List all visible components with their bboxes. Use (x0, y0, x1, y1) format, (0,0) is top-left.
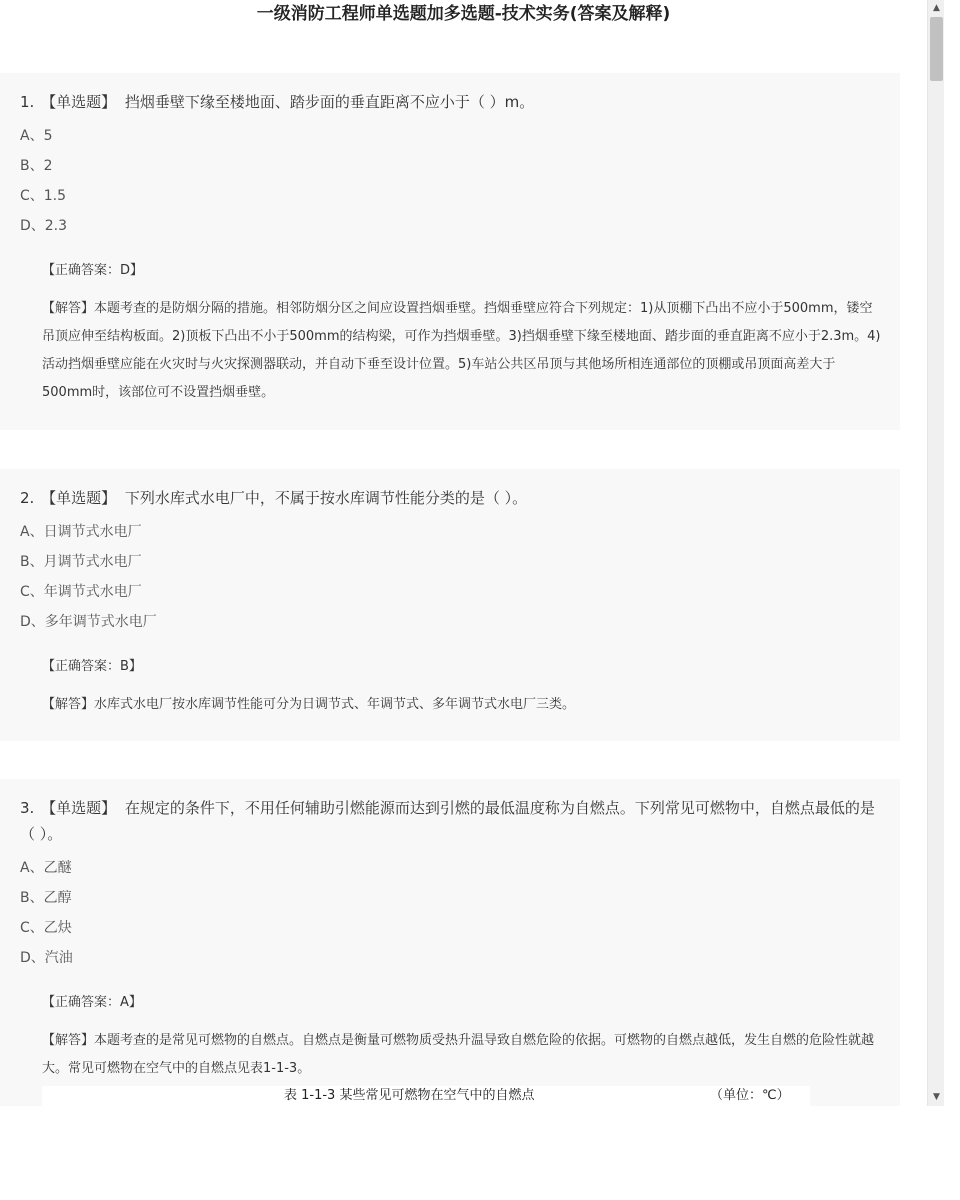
correct-answer: 【正确答案：D】 (42, 263, 144, 278)
option-c[interactable]: C、年调节式水电厂 (20, 584, 142, 600)
analysis-text: 本题考查的是防烟分隔的措施。相邻防烟分区之间应设置挡烟垂壁。挡烟垂壁应符合下列规定：1)从顶棚下凸出不应小于500mm，镂空吊顶应伸至结构板面。2)顶板下凸出不小于500mm的结构梁，可作为挡烟垂壁。3)挡烟垂壁下缘至楼地面、踏步面的垂直距离不应小于2.3m。4)活动挡烟垂壁应能在火灾时与火灾探测器联动，并自动下垂至设计位置。5)车站公共区吊顶与其他场所相连通部位的顶棚或吊顶面高差大于500mm时，该部位可不设置挡烟垂壁。 (42, 301, 881, 400)
option-a[interactable]: A、乙醚 (20, 860, 72, 876)
question-stem (20, 485, 880, 511)
answer-analysis (42, 691, 882, 719)
question-card-2 (0, 469, 900, 741)
page-title: 一级消防工程师单选题加多选题-技术实务(答案及解释) (256, 4, 671, 24)
answer-block (20, 993, 880, 1083)
question-text: 下列水库式水电厂中，不属于按水库调节性能分类的是（ ）。 (124, 489, 528, 507)
question-type-tag: 【单选题】 (41, 93, 117, 111)
table-caption (42, 1086, 810, 1106)
option-b[interactable]: B、月调节式水电厂 (20, 554, 142, 570)
answer-block (20, 261, 880, 407)
question-card-3 (0, 779, 900, 1106)
option-b[interactable]: B、乙醇 (20, 890, 72, 906)
option-d[interactable]: D、多年调节式水电厂 (20, 614, 157, 630)
vertical-scrollbar[interactable] (927, 0, 944, 1106)
analysis-label: 【解答】 (42, 301, 95, 316)
option-list (20, 517, 880, 637)
table-caption-unit: （单位：℃） (710, 1088, 790, 1103)
option-c[interactable]: C、1.5 (20, 188, 67, 204)
question-stem (20, 795, 880, 847)
analysis-label: 【解答】 (42, 697, 95, 712)
scroll-down-icon[interactable]: ▼ (933, 1092, 940, 1102)
question-type-tag: 【单选题】 (41, 489, 117, 507)
answer-analysis (42, 1027, 882, 1083)
question-text: 挡烟垂壁下缘至楼地面、踏步面的垂直距离不应小于（ ）m。 (124, 93, 535, 111)
option-a[interactable]: A、日调节式水电厂 (20, 524, 142, 540)
question-card-1 (0, 73, 900, 430)
table-caption-title: 表 1-1-3 某些常见可燃物在空气中的自燃点 (284, 1088, 535, 1103)
option-a[interactable]: A、5 (20, 128, 53, 144)
analysis-text: 水库式水电厂按水库调节性能可分为日调节式、年调节式、多年调节式水电厂三类。 (94, 697, 576, 712)
option-list (20, 121, 880, 241)
analysis-text: 本题考查的是常见可燃物的自燃点。自燃点是衡量可燃物质受热升温导致自燃危险的依据。可燃物的自燃点越低，发生自燃的危险性就越大。常见可燃物在空气中的自燃点见表1-1-3。 (42, 1033, 875, 1076)
scroll-thumb[interactable] (930, 17, 943, 81)
correct-answer: 【正确答案：A】 (42, 995, 142, 1010)
option-d[interactable]: D、汽油 (20, 950, 73, 966)
correct-answer: 【正确答案：B】 (42, 659, 142, 674)
question-text: 在规定的条件下，不用任何辅助引燃能源而达到引燃的最低温度称为自燃点。下列常见可燃物中，自燃点最低的是（ ）。 (20, 799, 875, 843)
question-type-tag: 【单选题】 (41, 799, 117, 817)
question-number: 3. (20, 799, 35, 817)
question-number: 2. (20, 489, 35, 507)
question-number: 1. (20, 93, 35, 111)
question-stem (20, 89, 880, 115)
option-list (20, 853, 880, 973)
answer-analysis (42, 295, 882, 407)
option-d[interactable]: D、2.3 (20, 218, 68, 234)
option-c[interactable]: C、乙炔 (20, 920, 72, 936)
scroll-up-icon[interactable]: ▲ (933, 3, 940, 13)
analysis-label: 【解答】 (42, 1033, 95, 1048)
option-b[interactable]: B、2 (20, 158, 53, 174)
answer-block (20, 657, 880, 719)
